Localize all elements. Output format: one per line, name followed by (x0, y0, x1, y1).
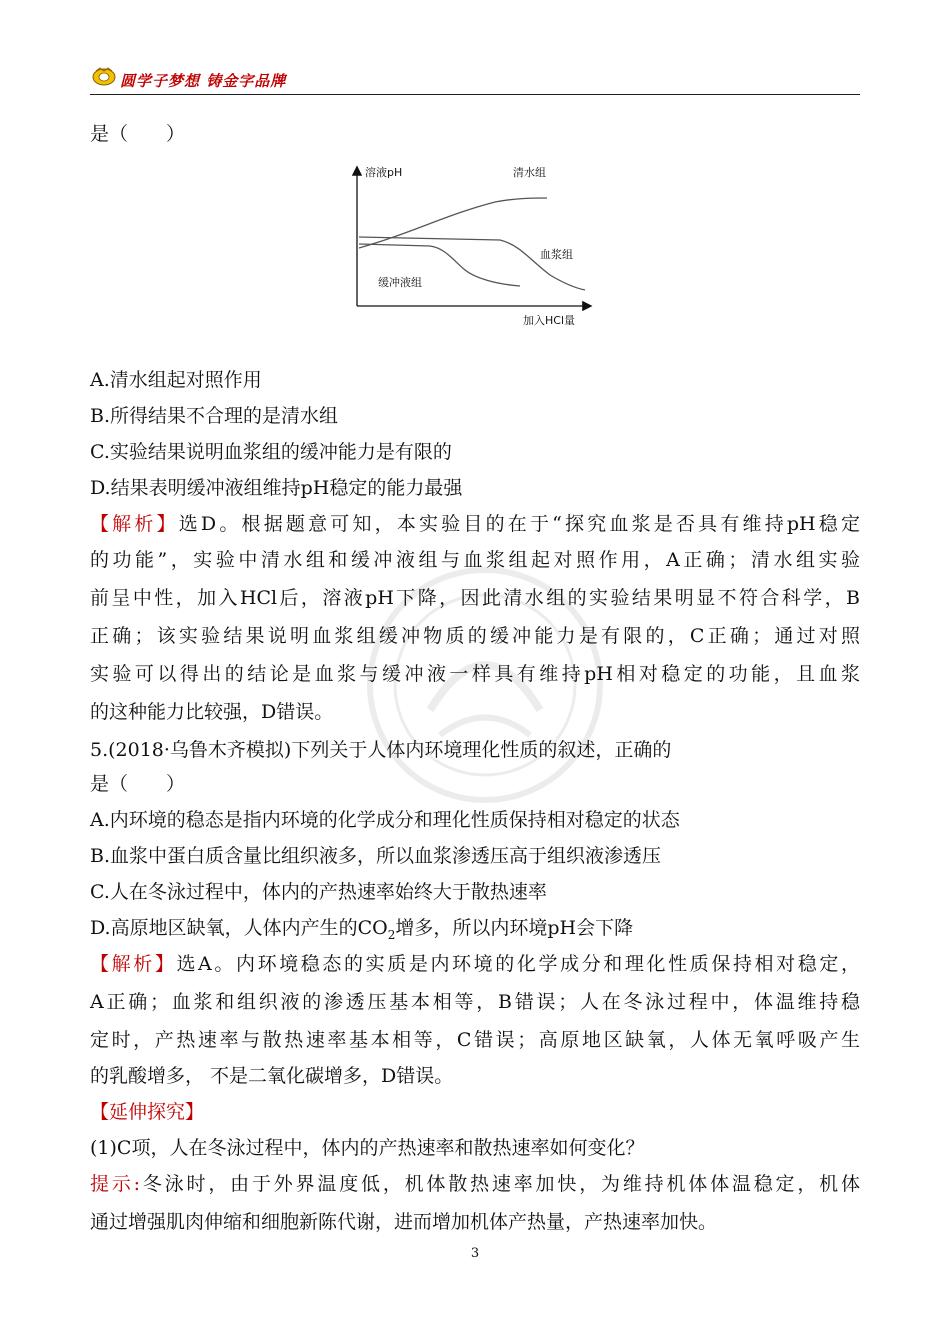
q4-analysis-line: 前呈中性，加入HCl后，溶液pH下降，因此清水组的实验结果明显不符合科学，B (90, 587, 860, 609)
q4-option-b: B.所得结果不合理的是清水组 (90, 405, 339, 427)
q5-stem-tail: 是（ ） (90, 773, 186, 795)
q4-option-c: C.实验结果说明血浆组的缓冲能力是有限的 (90, 441, 452, 463)
q5-analysis-tag: 【解析】 (90, 953, 177, 975)
plasma-curve-label: 血浆组 (540, 248, 573, 261)
water-curve-label: 清水组 (513, 166, 546, 179)
logo-icon (92, 66, 116, 86)
q5-stem: 5.(2018·乌鲁木齐模拟)下列关于人体内环境理化性质的叙述，正确的 (90, 739, 672, 761)
page-header (90, 64, 860, 95)
hint-tag: 提示: (90, 1173, 141, 1195)
q4-analysis-line: 实验可以得出的结论是血浆与缓冲液一样具有维持pH相对稳定的功能，且血浆 (90, 663, 860, 685)
q4-analysis-tag: 【解析】 (90, 513, 179, 535)
q4-option-a: A.清水组起对照作用 (90, 369, 262, 391)
q5-analysis-line: 【解析】选A。内环境稳态的实质是内环境的化学成分和理化性质保持相对稳定， (90, 953, 860, 975)
y-axis-label: 溶液pH (365, 166, 403, 179)
buffer-curve-label: 缓冲液组 (378, 276, 422, 289)
q4-option-d: D.结果表明缓冲液组维持pH稳定的能力最强 (90, 477, 463, 499)
q5-option-a: A.内环境的稳态是指内环境的化学成分和理化性质保持相对稳定的状态 (90, 809, 680, 831)
q4-analysis-line: 正确；该实验结果说明血浆组缓冲物质的缓冲能力是有限的，C正确；通过对照 (90, 625, 860, 647)
q5-analysis-line: 的乳酸增多， 不是二氧化碳增多，D错误。 (90, 1065, 454, 1087)
extension-hint-line: 通过增强肌肉伸缩和细胞新陈代谢，进而增加机体产热量，产热速率加快。 (90, 1211, 718, 1233)
q5-option-b: B.血浆中蛋白质含量比组织液多，所以血浆渗透压高于组织液渗透压 (90, 845, 662, 867)
x-axis-label: 加入HCl量 (523, 314, 576, 327)
q5-analysis-line: 定时，产热速率与散热速率基本相等，C错误；高原地区缺氧，人体无氧呼吸产生 (90, 1029, 860, 1051)
water-curve (359, 198, 547, 248)
page-number: 3 (470, 1246, 480, 1261)
header-slogan: 圆学子梦想 铸金字品牌 (120, 72, 287, 90)
q5-option-c: C.人在冬泳过程中，体内的产热速率始终大于散热速率 (90, 881, 547, 903)
q4-stem-tail: 是（ ） (90, 123, 186, 145)
q4-analysis-line: 【解析】选D。根据题意可知，本实验目的在于“探究血浆是否具有维持pH稳定 (90, 513, 860, 535)
q4-analysis-line: 的功能”，实验中清水组和缓冲液组与血浆组起对照作用，A正确；清水组实验 (90, 549, 860, 571)
extension-hint-line: 提示:冬泳时，由于外界温度低，机体散热速率加快，为维持机体体温稳定，机体 (90, 1173, 860, 1195)
extension-question: (1)C项，人在冬泳过程中，体内的产热速率和散热速率如何变化？ (90, 1137, 645, 1159)
extension-title: 【延伸探究】 (90, 1101, 205, 1123)
q5-analysis-line: A正确；血浆和组织液的渗透压基本相等，B错误；人在冬泳过程中，体温维持稳 (90, 991, 860, 1013)
q4-analysis-line: 的这种能力比较强，D错误。 (90, 701, 334, 723)
q5-option-d: D.高原地区缺氧，人体内产生的$CO_2$增多，所以内环境pH会下降 (90, 917, 634, 942)
ph-chart-figure (335, 160, 605, 332)
